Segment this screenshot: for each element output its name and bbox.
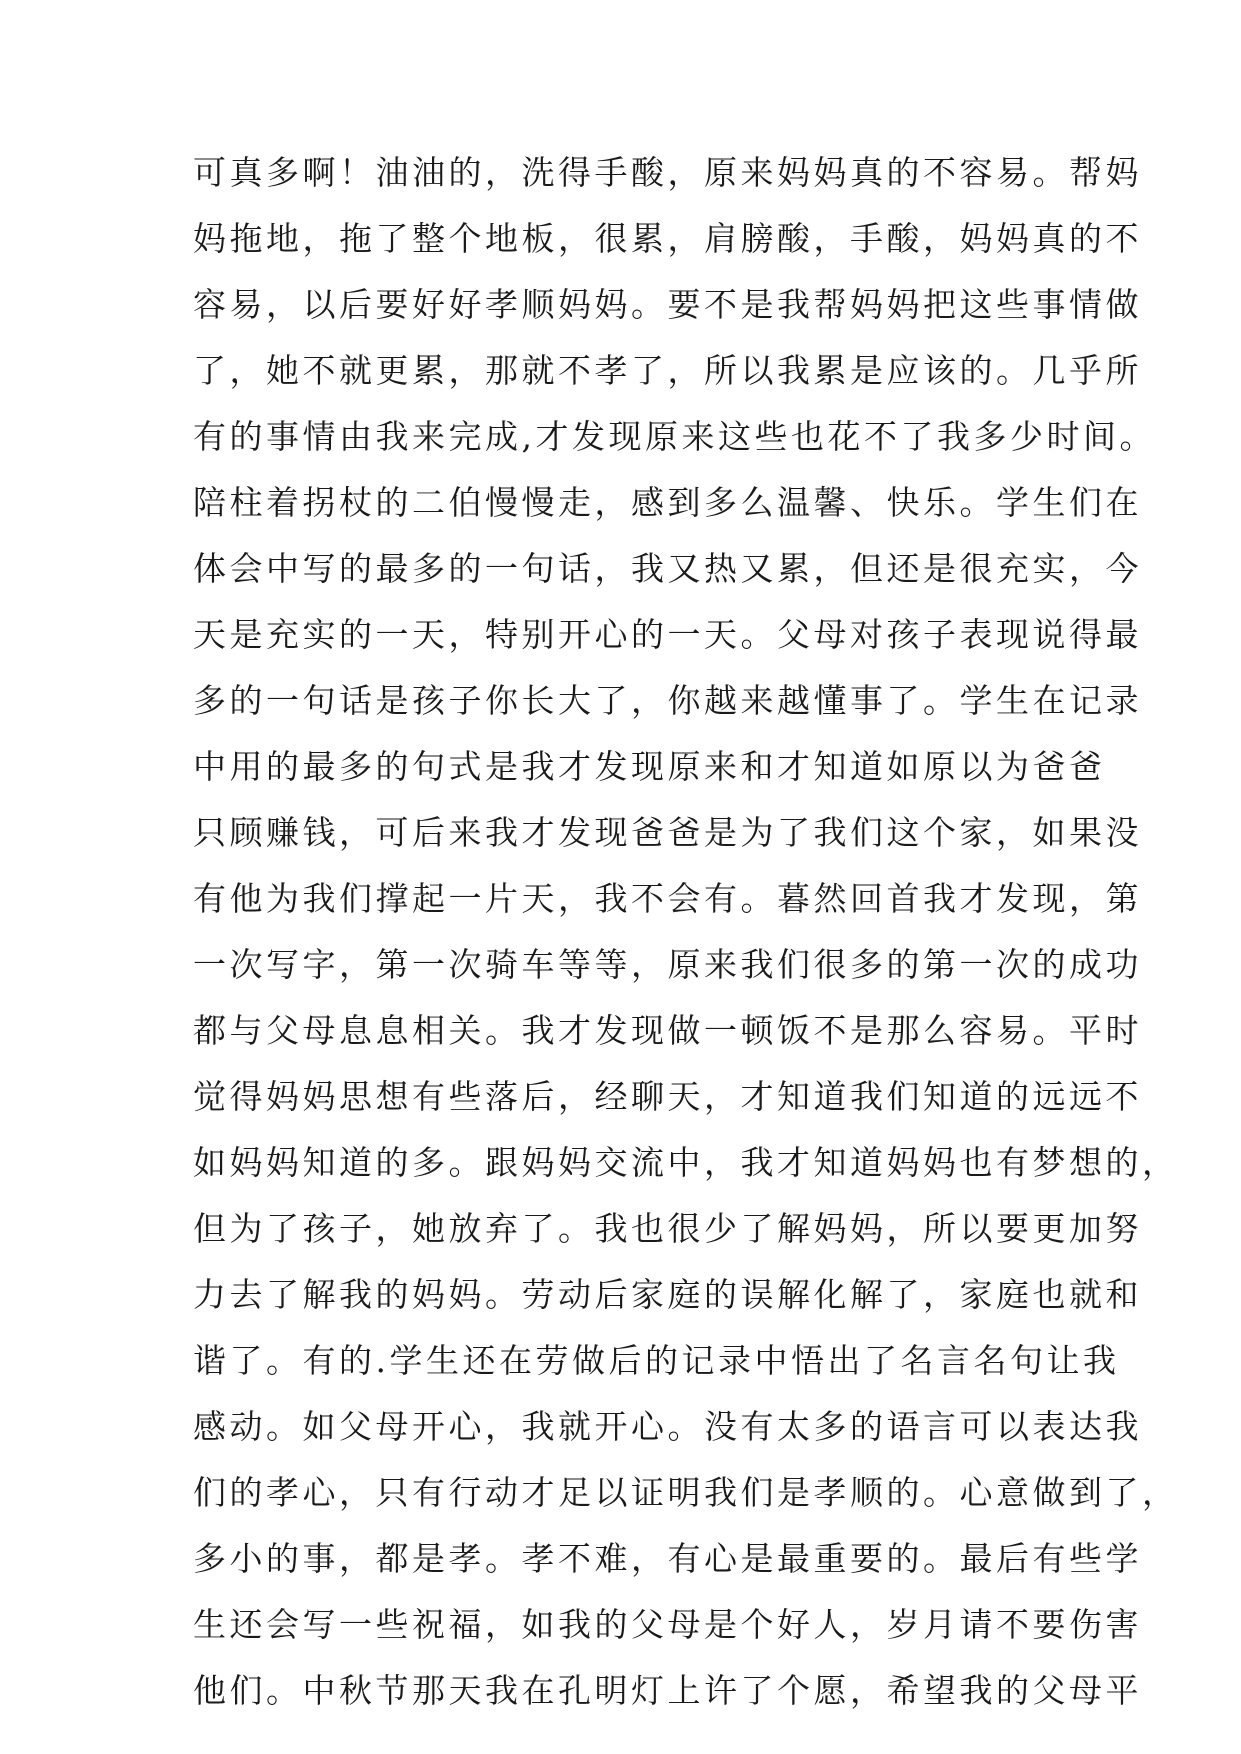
text-line: 天是充实的一天，特别开心的一天。父母对孩子表现说得最 (193, 615, 1142, 654)
text-line: 了，她不就更累，那就不孝了，所以我累是应该的。几乎所 (193, 351, 1142, 390)
text-line: 谐了。有的.学生还在劳做后的记录中悟出了名言名句让我 (193, 1341, 1120, 1380)
text-line: 体会中写的最多的一句话，我又热又累，但还是很充实，今 (193, 549, 1142, 588)
text-line: 一次写字，第一次骑车等等，原来我们很多的第一次的成功 (193, 945, 1142, 984)
text-line: 有的事情由我来完成,才发现原来这些也花不了我多少时间。 (193, 417, 1156, 456)
text-line: 如妈妈知道的多。跟妈妈交流中，我才知道妈妈也有梦想的， (193, 1143, 1179, 1182)
body-paragraph (193, 140, 1179, 1724)
text-line: 多小的事，都是孝。孝不难，有心是最重要的。最后有些学 (193, 1539, 1142, 1578)
text-line: 陪柱着拐杖的二伯慢慢走，感到多么温馨、快乐。学生们在 (193, 483, 1142, 522)
text-line: 妈拖地，拖了整个地板，很累，肩膀酸，手酸，妈妈真的不 (193, 219, 1142, 258)
text-line: 们的孝心，只有行动才足以证明我们是孝顺的。心意做到了， (193, 1473, 1179, 1512)
text-line: 感动。如父母开心，我就开心。没有太多的语言可以表达我 (193, 1407, 1142, 1446)
text-line: 觉得妈妈思想有些落后，经聊天，才知道我们知道的远远不 (193, 1077, 1142, 1116)
text-line: 但为了孩子，她放弃了。我也很少了解妈妈，所以要更加努 (193, 1209, 1142, 1248)
text-line: 容易，以后要好好孝顺妈妈。要不是我帮妈妈把这些事情做 (193, 285, 1142, 324)
text-line: 生还会写一些祝福，如我的父母是个好人，岁月请不要伤害 (193, 1605, 1142, 1644)
text-line: 都与父母息息相关。我才发现做一顿饭不是那么容易。平时 (193, 1011, 1142, 1050)
text-line: 他们。中秋节那天我在孔明灯上许了个愿，希望我的父母平 (193, 1671, 1142, 1710)
text-line: 力去了解我的妈妈。劳动后家庭的误解化解了，家庭也就和 (193, 1275, 1142, 1314)
text-line: 多的一句话是孩子你长大了，你越来越懂事了。学生在记录 (193, 681, 1142, 720)
text-line: 可真多啊！油油的，洗得手酸，原来妈妈真的不容易。帮妈 (193, 153, 1142, 192)
text-line: 只顾赚钱，可后来我才发现爸爸是为了我们这个家，如果没 (193, 813, 1142, 852)
text-line: 有他为我们撑起一片天，我不会有。暮然回首我才发现，第 (193, 879, 1142, 918)
text-line: 中用的最多的句式是我才发现原来和才知道如原以为爸爸 (193, 747, 1106, 786)
